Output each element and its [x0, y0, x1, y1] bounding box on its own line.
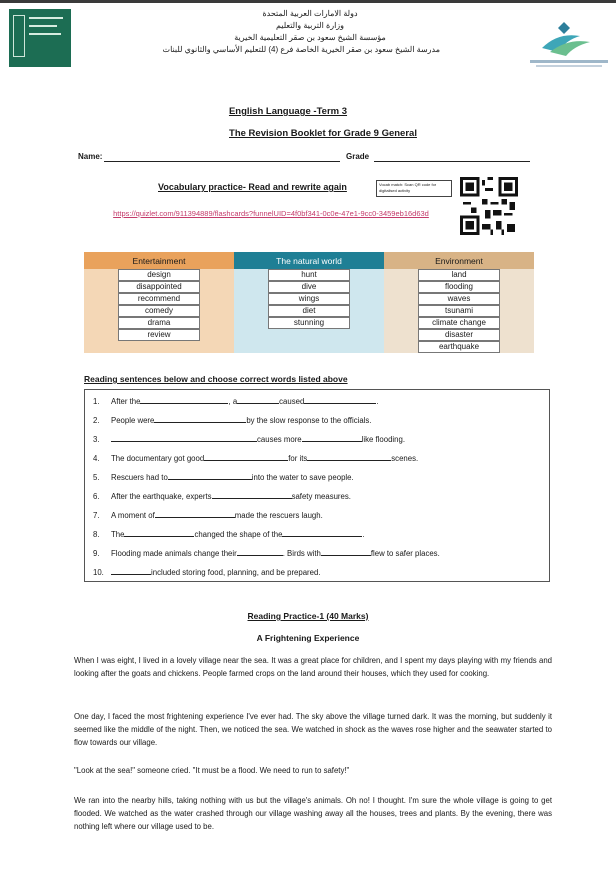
header-entertainment: Entertainment	[84, 252, 234, 269]
vocab-word: disappointed	[118, 281, 200, 293]
answer-blank[interactable]	[212, 492, 292, 499]
answer-blank[interactable]	[237, 549, 283, 556]
question-1: 1. After the , a caused .	[93, 397, 379, 406]
story-title: A Frightening Experience	[256, 633, 360, 643]
answer-blank[interactable]	[168, 473, 252, 480]
page-title: English Language -Term 3	[228, 106, 348, 117]
vocab-word: recommend	[118, 293, 200, 305]
name-label: Name:	[78, 152, 103, 161]
reading-instructions: Reading sentences below and choose correct words listed above	[84, 374, 348, 384]
answer-blank[interactable]	[302, 435, 362, 442]
question-5: 5. Rescuers had to into the water to save people.	[93, 473, 354, 482]
story-paragraph: When I was eight, I lived in a lovely village near the sea. It was a great place for children, and I spent my days playing with my friends and looking after the goats and chickens. People farmed crops on the land around their houses, which they used for cooking.	[74, 656, 552, 678]
grade-field[interactable]	[374, 161, 530, 162]
vocab-word: review	[118, 329, 200, 341]
vocab-word: comedy	[118, 305, 200, 317]
vocab-table	[84, 252, 534, 353]
foundation-logo	[528, 14, 610, 72]
answer-blank[interactable]	[204, 454, 288, 461]
top-border	[0, 0, 616, 3]
vocab-word: flooding	[418, 281, 500, 293]
vocab-title: Vocabulary practice- Read and rewrite again	[158, 182, 347, 192]
vocab-word: hunt	[268, 269, 350, 281]
qr-note: Vocab match: Scan QR code for digitalised activity	[376, 180, 452, 197]
grade-label: Grade	[346, 152, 370, 161]
answer-blank[interactable]	[111, 435, 257, 442]
vocab-word: diet	[268, 305, 350, 317]
question-3: 3. causes more like flooding.	[93, 435, 405, 444]
vocab-word: dive	[268, 281, 350, 293]
name-field[interactable]	[104, 161, 340, 162]
story-paragraph: One day, I faced the most frightening experience I've ever had. The sky above the village turned dark. It was the morning, but suddenly it seemed like the middle of the night. Then, we noticed the sea. We watched in shock as the waves rose higher and the seawater started to flow towards our village.	[74, 712, 552, 747]
vocab-word: waves	[418, 293, 500, 305]
quizlet-link[interactable]: https://quizlet.com/911394889/flashcards?funnelUID=4f0bf341-0c0e-47e1-9cc0-3459eb16d63d	[113, 209, 429, 218]
vocab-word: tsunami	[418, 305, 500, 317]
answer-blank[interactable]	[111, 568, 151, 575]
vocab-word: wings	[268, 293, 350, 305]
question-4: 4. The documentary got good for its scenes.	[93, 454, 419, 463]
answer-blank[interactable]	[307, 454, 391, 461]
arabic-line: وزارة التربية والتعليم	[275, 21, 345, 30]
story-paragraph: "Look at the sea!" someone cried. "It must be a flood. We need to run to safety!"	[74, 766, 350, 775]
vocab-word: drama	[118, 317, 200, 329]
answer-blank[interactable]	[154, 416, 246, 423]
vocab-word: design	[118, 269, 200, 281]
arabic-line: مدرسة الشيخ سعود بن صقر الخيرية الخاصة فرع (4) للتعليم الأساسي والثانوي للبنات	[162, 45, 440, 54]
vocab-word: stunning	[268, 317, 350, 329]
answer-blank[interactable]	[282, 530, 362, 537]
reading-practice-title: Reading Practice-1 (40 Marks)	[247, 611, 369, 621]
school-logo	[9, 9, 71, 67]
question-2: 2. People were by the slow response to the officials.	[93, 416, 372, 425]
arabic-line: مؤسسة الشيخ سعود بن صقر التعليمية الخيرية	[234, 33, 386, 42]
vocab-word: earthquake	[418, 341, 500, 353]
vocab-word: disaster	[418, 329, 500, 341]
qr-code-icon[interactable]	[460, 177, 518, 235]
answer-blank[interactable]	[321, 549, 371, 556]
answer-blank[interactable]	[237, 397, 279, 404]
arabic-line: دولة الامارات العربية المتحدة	[262, 9, 358, 18]
question-9: 9. Flooding made animals change their . Birds with flew to safer places.	[93, 549, 440, 558]
answer-blank[interactable]	[140, 397, 228, 404]
questions-box	[84, 389, 550, 582]
vocab-word: land	[418, 269, 500, 281]
vocab-word: climate change	[418, 317, 500, 329]
page-subtitle: The Revision Booklet for Grade 9 General	[229, 128, 417, 139]
question-7: 7. A moment of made the rescuers laugh.	[93, 511, 323, 520]
header-environment: Environment	[384, 252, 534, 269]
answer-blank[interactable]	[155, 511, 235, 518]
answer-blank[interactable]	[124, 530, 194, 537]
answer-blank[interactable]	[304, 397, 376, 404]
question-10: 10. included storing food, planning, and be prepared.	[93, 568, 321, 577]
header-natural-world: The natural world	[234, 252, 384, 269]
arabic-header	[162, 8, 440, 56]
question-6: 6. After the earthquake, experts safety measures.	[93, 492, 351, 501]
question-8: 8. The changed the shape of the .	[93, 530, 365, 539]
story-paragraph: We ran into the nearby hills, taking nothing with us but the village's animals. Oh no! I thought. I'm sure the whole village is going to get flooded. We watched as the water crashed through our village washing away all the houses, trees and plants. By the evening, there was nothing left where our village used to be.	[74, 796, 552, 831]
